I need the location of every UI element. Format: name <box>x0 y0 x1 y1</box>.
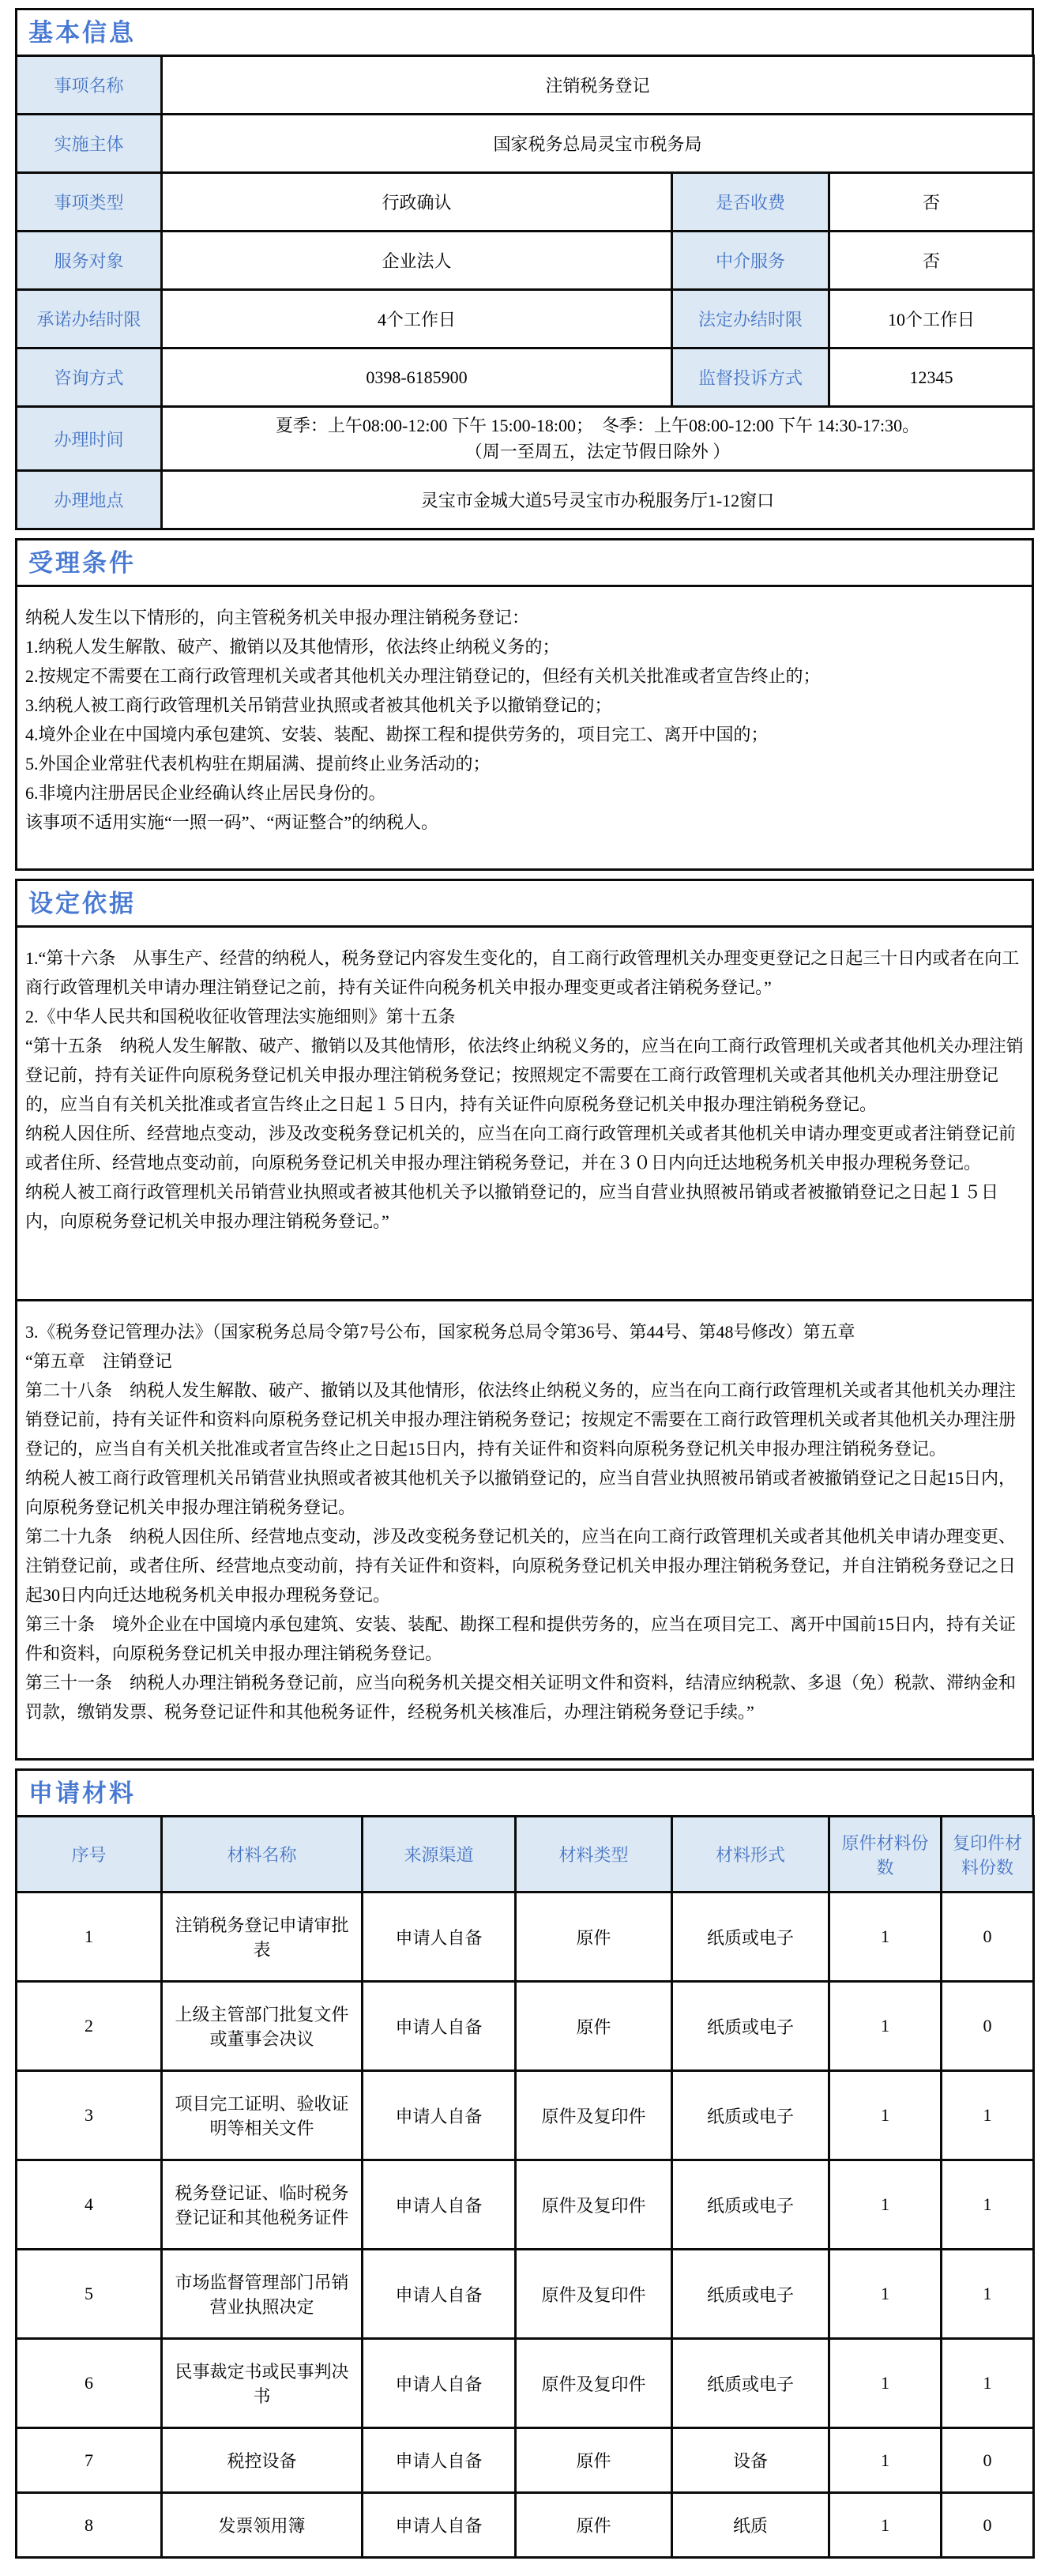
basis-paragraph: “第十五条 纳税人发生解散、破产、撤销以及其他情形，依法终止纳税义务的，应当在向工商行政管理机关或者其他机关办理注销登记前，持有关证件向原税务登记机关申报办理注销税务登记；按照规定不需要在工商行政管理机关或者其他机关办理注册登记的，应当自有关机关批准或者宣告终止之日起１５日内，持有关证件向原税务登记机关申报办理注销税务登记。 <box>25 1036 1024 1115</box>
basis-paragraph: 第二十八条 纳税人发生解散、破产、撤销以及其他情形，依法终止纳税义务的，应当在向工商行政管理机关或者其他机关办理注销登记前，持有关证件和资料向原税务登记机关申报办理注销税务登记；按规定不需要在工商行政管理机关或者其他机关办理注册登记的，应当自有关机关批准或者宣告终止之日起15日内，持有关证件和资料向原税务登记机关申报办理注销税务登记。 <box>25 1380 1017 1459</box>
material-source: 申请人自备 <box>363 2339 516 2428</box>
material-seq: 5 <box>17 2250 162 2339</box>
basis-paragraph: 纳税人被工商行政管理机关吊销营业执照或者被其他机关予以撤销登记的，应当自营业执照被吊销或者被撤销登记之日起15日内，向原税务登记机关申报办理注销税务登记。 <box>25 1468 1017 1518</box>
field-label-service-target: 服务对象 <box>17 232 162 290</box>
material-copy-count: 1 <box>942 2160 1034 2250</box>
material-name: 市场监督管理部门吊销营业执照决定 <box>162 2250 363 2339</box>
basis-paragraph: 第二十九条 纳税人因住所、经营地点变动，涉及改变税务登记机关的，应当在向工商行政管理机关或者其他机关申请办理变更、注销登记前，或者住所、经营地点变动前，持有关证件和资料，向原税务登记机关申报办理注销税务登记，并自注销税务登记之日起30日内向迁达地税务机关申报办理税务登记。 <box>25 1527 1017 1606</box>
material-form: 纸质 <box>672 2493 829 2558</box>
material-original-count: 1 <box>829 2071 942 2160</box>
row-consult-phone <box>17 348 1034 407</box>
field-label-legal-deadline: 法定办结时限 <box>672 290 829 348</box>
material-form: 设备 <box>672 2428 829 2493</box>
application-materials-section <box>15 1768 1034 2559</box>
acceptance-line: 2.按规定不需要在工商行政管理机关或者其他机关办理注销登记的，但经有关机关批准或者宣告终止的； <box>25 666 821 687</box>
row-office-location <box>17 471 1034 529</box>
field-label-consult-phone: 咨询方式 <box>17 348 162 407</box>
basic-info-title: 基本信息 <box>15 8 1034 57</box>
material-type: 原件及复印件 <box>516 2160 672 2250</box>
field-label-intermediary: 中介服务 <box>672 232 829 290</box>
acceptance-conditions-section <box>15 538 1034 871</box>
acceptance-line: 该事项不适用实施“一照一码”、“两证整合”的纳税人。 <box>25 812 439 833</box>
material-row-8 <box>17 2493 1034 2558</box>
office-hours-line2: （周一至周五，法定节假日除外 ） <box>464 442 731 462</box>
materials-header-row <box>17 1817 1034 1892</box>
row-implementer <box>17 115 1034 173</box>
material-source: 申请人自备 <box>363 2493 516 2558</box>
col-header-original-copies: 原件材料份数 <box>829 1817 942 1892</box>
material-row-1 <box>17 1892 1034 1982</box>
material-source: 申请人自备 <box>363 2428 516 2493</box>
office-hours-line1: 夏季：上午08:00-12:00 下午 15:00-18:00； 冬季：上午08:00-12:00 下午 14:30-17:30。 <box>275 416 920 436</box>
material-original-count: 1 <box>829 2493 942 2558</box>
acceptance-line: 4.境外企业在中国境内承包建筑、安装、装配、勘探工程和提供劳务的，项目完工、离开中国的； <box>25 725 769 745</box>
material-original-count: 1 <box>829 2339 942 2428</box>
basic-info-table <box>15 55 1035 530</box>
col-header-material-name: 材料名称 <box>162 1817 363 1892</box>
row-promised-deadline <box>17 290 1034 348</box>
material-copy-count: 1 <box>942 2250 1034 2339</box>
material-form: 纸质或电子 <box>672 2339 829 2428</box>
material-name: 税控设备 <box>162 2428 363 2493</box>
field-label-item-type: 事项类型 <box>17 173 162 232</box>
material-row-6 <box>17 2339 1034 2428</box>
row-office-hours <box>17 407 1034 471</box>
field-value-complaint-phone: 12345 <box>829 348 1034 407</box>
field-value-office-hours <box>162 407 1034 471</box>
field-value-intermediary: 否 <box>829 232 1034 290</box>
material-seq: 6 <box>17 2339 162 2428</box>
material-name: 注销税务登记申请审批表 <box>162 1892 363 1982</box>
material-form: 纸质或电子 <box>672 2071 829 2160</box>
acceptance-line: 3.纳税人被工商行政管理机关吊销营业执照或者被其他机关予以撤销登记的； <box>25 695 612 716</box>
field-value-implementer: 国家税务总局灵宝市税务局 <box>162 115 1034 173</box>
field-value-consult-phone: 0398-6185900 <box>162 348 672 407</box>
material-source: 申请人自备 <box>363 1982 516 2071</box>
material-type: 原件 <box>516 1982 672 2071</box>
material-seq: 3 <box>17 2071 162 2160</box>
col-header-source: 来源渠道 <box>363 1817 516 1892</box>
acceptance-conditions-title: 受理条件 <box>15 538 1034 587</box>
field-label-implementer: 实施主体 <box>17 115 162 173</box>
material-original-count: 1 <box>829 2428 942 2493</box>
material-seq: 2 <box>17 1982 162 2071</box>
field-value-legal-deadline: 10个工作日 <box>829 290 1034 348</box>
acceptance-conditions-body <box>15 585 1034 871</box>
material-name: 民事裁定书或民事判决书 <box>162 2339 363 2428</box>
material-copy-count: 0 <box>942 2428 1034 2493</box>
field-value-office-location: 灵宝市金城大道5号灵宝市办税服务厅1-12窗口 <box>162 471 1034 529</box>
material-seq: 1 <box>17 1892 162 1982</box>
material-source: 申请人自备 <box>363 2160 516 2250</box>
material-name: 发票领用簿 <box>162 2493 363 2558</box>
field-label-office-hours: 办理时间 <box>17 407 162 471</box>
material-row-4 <box>17 2160 1034 2250</box>
material-row-7 <box>17 2428 1034 2493</box>
acceptance-line: 纳税人发生以下情形的，向主管税务机关申报办理注销税务登记： <box>25 608 530 628</box>
material-source: 申请人自备 <box>363 2071 516 2160</box>
material-row-2 <box>17 1982 1034 2071</box>
field-value-service-target: 企业法人 <box>162 232 672 290</box>
acceptance-line: 1.纳税人发生解散、破产、撤销以及其他情形，依法终止纳税义务的； <box>25 637 560 657</box>
material-copy-count: 1 <box>942 2071 1034 2160</box>
material-seq: 8 <box>17 2493 162 2558</box>
basis-paragraph: 1.“第十六条 从事生产、经营的纳税人，税务登记内容发生变化的，自工商行政管理机关办理变更登记之日起三十日内或者在向工商行政管理机关申请办理注销登记之前，持有关证件向税务机关申报办理变更或者注销税务登记。” <box>25 948 1020 998</box>
row-item-name <box>17 56 1034 115</box>
material-type: 原件及复印件 <box>516 2071 672 2160</box>
material-seq: 7 <box>17 2428 162 2493</box>
material-original-count: 1 <box>829 1982 942 2071</box>
material-name: 税务登记证、临时税务登记证和其他税务证件 <box>162 2160 363 2250</box>
basis-paragraph: 纳税人因住所、经营地点变动，涉及改变税务登记机关的，应当在向工商行政管理机关或者其他机关申请办理变更或者注销登记前或者住所、经营地点变动前，向原税务登记机关申报办理注销税务登记，并在３０日内向迁达地税务机关申报办理税务登记。 <box>25 1124 1017 1173</box>
field-value-fee: 否 <box>829 173 1034 232</box>
material-original-count: 1 <box>829 2160 942 2250</box>
application-materials-title: 申请材料 <box>15 1768 1034 1817</box>
material-form: 纸质或电子 <box>672 1892 829 1982</box>
col-header-photocopy-copies: 复印件材料份数 <box>942 1817 1034 1892</box>
basis-paragraph: 第三十条 境外企业在中国境内承包建筑、安装、装配、勘探工程和提供劳务的，应当在项目完工、离开中国前15日内，持有关证件和资料，向原税务登记机关申报办理注销税务登记。 <box>25 1614 1017 1664</box>
material-type: 原件及复印件 <box>516 2339 672 2428</box>
material-source: 申请人自备 <box>363 2250 516 2339</box>
field-label-office-location: 办理地点 <box>17 471 162 529</box>
material-type: 原件 <box>516 2428 672 2493</box>
material-copy-count: 0 <box>942 2493 1034 2558</box>
material-form: 纸质或电子 <box>672 1982 829 2071</box>
field-value-item-name: 注销税务登记 <box>162 56 1034 115</box>
basis-paragraph: 3.《税务登记管理办法》（国家税务总局令第7号公布，国家税务总局令第36号、第44号、第48号修改）第五章 <box>25 1322 855 1343</box>
acceptance-line: 5.外国企业常驻代表机构驻在期届满、提前终止业务活动的； <box>25 754 491 774</box>
basis-paragraph: 纳税人被工商行政管理机关吊销营业执照或者被其他机关予以撤销登记的，应当自营业执照被吊销或者被撤销登记之日起１５日内，向原税务登记机关申报办理注销税务登记。” <box>25 1182 999 1232</box>
field-label-complaint-phone: 监督投诉方式 <box>672 348 829 407</box>
basis-paragraph: 第三十一条 纳税人办理注销税务登记前，应当向税务机关提交相关证明文件和资料，结清应纳税款、多退（免）税款、滞纳金和罚款，缴销发票、税务登记证件和其他税务证件，经税务机关核准后，办理注销税务登记手续。” <box>25 1673 1017 1723</box>
basic-info-section <box>15 8 1034 530</box>
material-name: 项目完工证明、验收证明等相关文件 <box>162 2071 363 2160</box>
field-label-item-name: 事项名称 <box>17 56 162 115</box>
material-row-5 <box>17 2250 1034 2339</box>
material-type: 原件 <box>516 1892 672 1982</box>
row-service-target <box>17 232 1034 290</box>
col-header-material-type: 材料类型 <box>516 1817 672 1892</box>
field-value-item-type: 行政确认 <box>162 173 672 232</box>
material-original-count: 1 <box>829 1892 942 1982</box>
field-label-promised-deadline: 承诺办结时限 <box>17 290 162 348</box>
row-item-type <box>17 173 1034 232</box>
basis-paragraph: “第五章 注销登记 <box>25 1351 172 1372</box>
col-header-seq: 序号 <box>17 1817 162 1892</box>
material-original-count: 1 <box>829 2250 942 2339</box>
legal-basis-title: 设定依据 <box>15 879 1034 928</box>
legal-basis-section <box>15 879 1034 1761</box>
legal-basis-block-2 <box>15 1299 1034 1761</box>
material-row-3 <box>17 2071 1034 2160</box>
legal-basis-block-1 <box>15 925 1034 1301</box>
material-copy-count: 0 <box>942 1892 1034 1982</box>
material-form: 纸质或电子 <box>672 2250 829 2339</box>
material-copy-count: 0 <box>942 1982 1034 2071</box>
material-form: 纸质或电子 <box>672 2160 829 2250</box>
field-value-promised-deadline: 4个工作日 <box>162 290 672 348</box>
material-type: 原件 <box>516 2493 672 2558</box>
acceptance-line: 6.非境内注册居民企业经确认终止居民身份的。 <box>25 783 386 804</box>
material-copy-count: 1 <box>942 2339 1034 2428</box>
material-source: 申请人自备 <box>363 1892 516 1982</box>
basis-paragraph: 2.《中华人民共和国税收征收管理法实施细则》第十五条 <box>25 1007 456 1027</box>
material-name: 上级主管部门批复文件或董事会决议 <box>162 1982 363 2071</box>
application-materials-table <box>15 1815 1035 2559</box>
material-seq: 4 <box>17 2160 162 2250</box>
col-header-material-form: 材料形式 <box>672 1817 829 1892</box>
material-type: 原件及复印件 <box>516 2250 672 2339</box>
field-label-fee: 是否收费 <box>672 173 829 232</box>
